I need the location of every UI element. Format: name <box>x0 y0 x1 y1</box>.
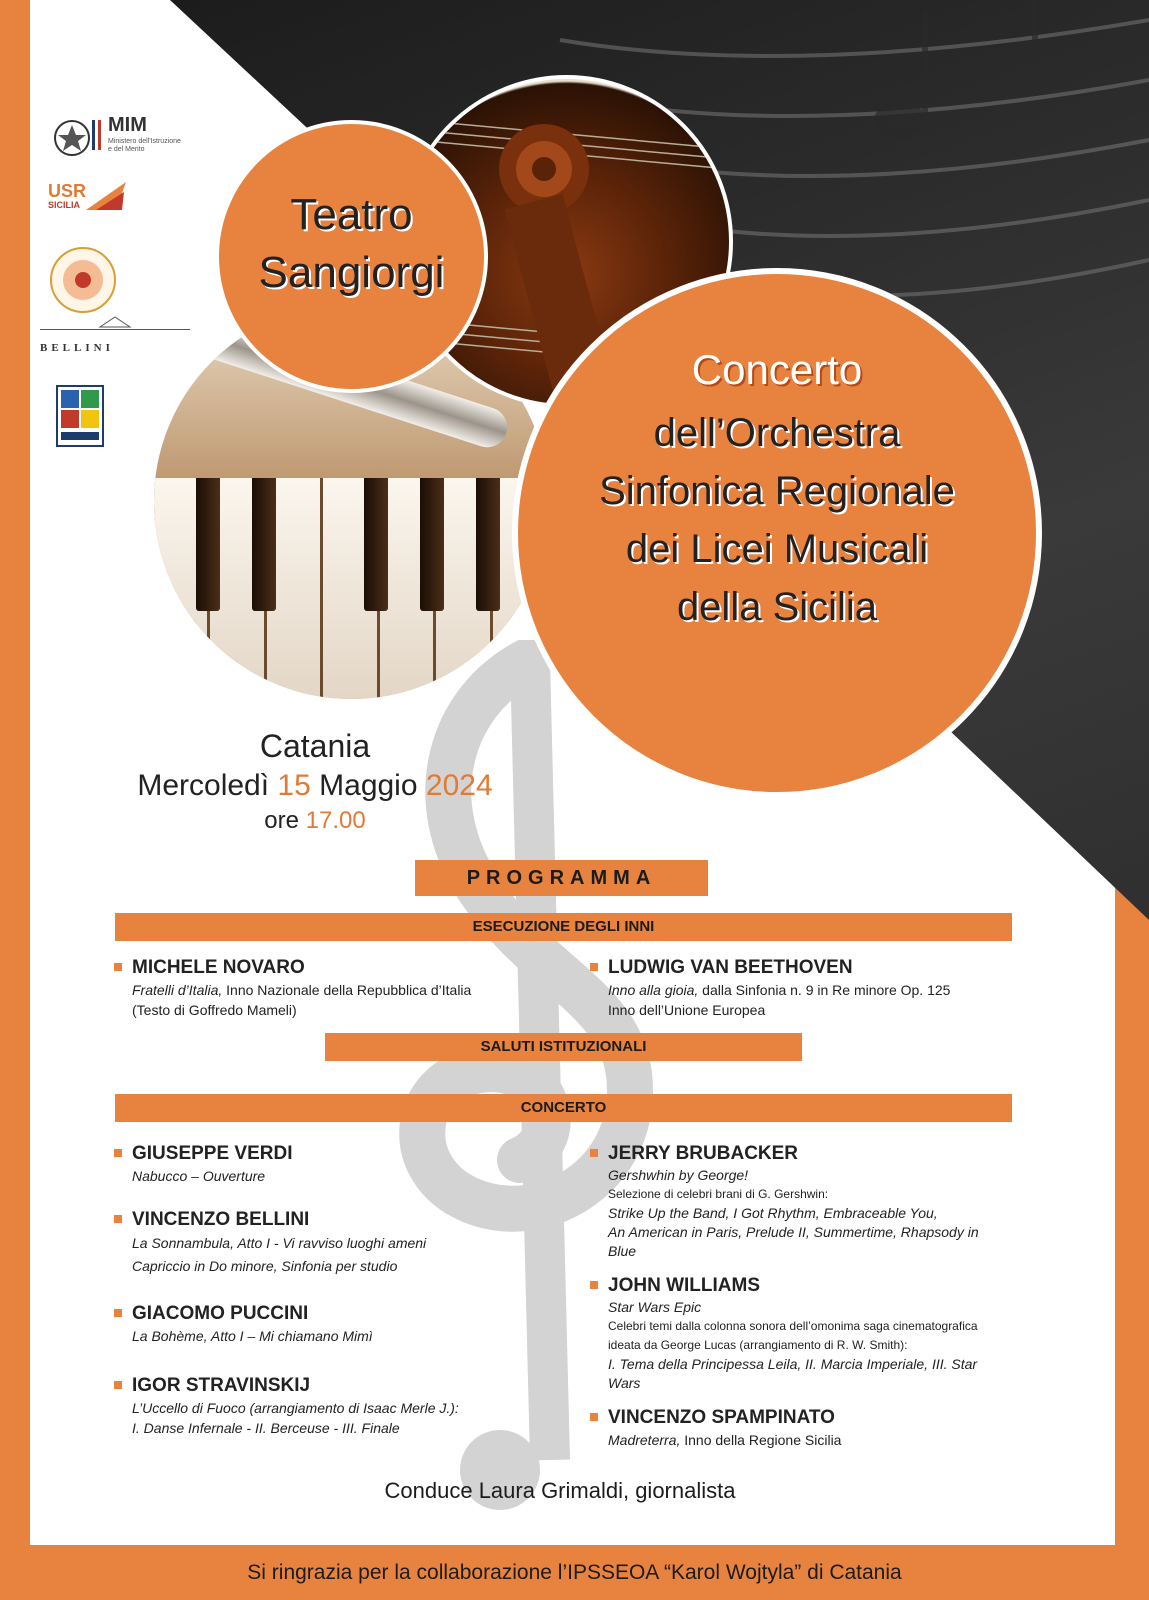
work-note: (Testo di Goffredo Mameli) <box>132 1002 297 1018</box>
composer-name: IGOR STRAVINSKIJ <box>132 1375 311 1396</box>
work-line: An American in Paris, Prelude II, Summertime, Rhapsody in <box>608 1224 979 1240</box>
work-note: Inno dell’Unione Europea <box>608 1002 766 1018</box>
event-city: Catania <box>259 728 371 764</box>
programma-heading: PROGRAMMA <box>415 860 708 896</box>
work-title: Gershwhin by George! <box>608 1167 749 1183</box>
bullet-icon <box>114 1149 122 1157</box>
teatro-line-1: Teatro <box>290 190 413 239</box>
school-crest-icon <box>56 385 104 447</box>
event-time-value: 17.00 <box>305 807 366 834</box>
program-entry <box>132 1302 552 1346</box>
composer-name: JOHN WILLIAMS <box>608 1275 760 1296</box>
sun-icon <box>86 182 126 212</box>
mim-text: MIM <box>108 114 147 136</box>
work-line: Nabucco – Ouverture <box>132 1168 266 1184</box>
work-line: Strike Up the Band, I Got Rhythm, Embraceable You, <box>608 1205 938 1221</box>
event-day: 15 <box>277 769 311 802</box>
program-entry <box>132 1374 552 1438</box>
italian-emblem-icon <box>52 118 92 158</box>
composer-name: MICHELE NOVARO <box>132 957 305 978</box>
program-entry <box>608 1406 1028 1450</box>
usr-sicilia-text: SICILIA <box>48 200 81 210</box>
work-note: Selezione di celebri brani di G. Gershwin: <box>608 1187 829 1201</box>
mim-logo <box>48 110 198 170</box>
program-entry <box>608 1274 1028 1393</box>
school-logo <box>56 385 118 447</box>
footer-thanks: Si ringrazia per la collaborazione l’IPSSEOA “Karol Wojtyla” di Catania <box>247 1561 902 1584</box>
concerto-circle <box>512 268 1042 798</box>
mim-subtitle-2: e del Merito <box>108 146 145 153</box>
work-line: I. Tema della Principessa Leila, II. Marcia Imperiale, III. Star <box>608 1356 978 1372</box>
orchestra-seal-logo <box>48 245 128 325</box>
program-entry <box>608 956 1038 1020</box>
composer-name: GIUSEPPE VERDI <box>132 1143 293 1164</box>
program-entry <box>132 1142 552 1186</box>
seal-icon <box>48 245 118 315</box>
work-line: La Sonnambula, Atto I - Vi ravviso luoghi ameni <box>132 1235 427 1251</box>
work-line: La Bohème, Atto I – Mi chiamano Mimì <box>132 1328 373 1344</box>
bullet-icon <box>590 1413 598 1421</box>
composer-name: VINCENZO SPAMPINATO <box>608 1407 835 1428</box>
event-date <box>120 769 510 803</box>
composer-name: LUDWIG VAN BEETHOVEN <box>608 957 853 978</box>
event-time <box>120 807 510 835</box>
work-line: Blue <box>608 1243 637 1259</box>
composer-name: VINCENZO BELLINI <box>132 1209 310 1230</box>
event-year: 2024 <box>425 769 493 802</box>
event-date-block <box>120 728 510 835</box>
bullet-icon <box>590 963 598 971</box>
event-month: Maggio <box>319 769 418 802</box>
program-entry <box>132 1208 552 1278</box>
usr-text: USR <box>48 181 87 201</box>
teatro-line-2: Sangiorgi <box>258 248 445 297</box>
program-entry <box>132 956 572 1020</box>
work-desc: Inno della Regione Sicilia <box>680 1432 842 1448</box>
work-line: I. Danse Infernale - II. Berceuse - III. Finale <box>132 1420 400 1436</box>
piano-keys-image <box>154 478 549 699</box>
work-line: Wars <box>608 1375 641 1391</box>
work-desc: Inno Nazionale della Repubblica d’Italia <box>222 982 472 998</box>
event-weekday: Mercoledì <box>137 769 270 802</box>
bullet-icon <box>590 1281 598 1289</box>
work-line: Capriccio in Do minore, Sinfonia per studio <box>132 1258 398 1274</box>
concerto-line-1: dell’Orchestra <box>653 411 901 455</box>
work-note: Celebri temi dalla colonna sonora dell’omonima saga cinematografica <box>608 1319 978 1333</box>
composer-name: JERRY BRUBACKER <box>608 1143 799 1164</box>
event-time-prefix: ore <box>264 807 299 834</box>
bellini-text: BELLINI <box>40 342 114 354</box>
work-title: Inno alla gioia, <box>608 982 699 998</box>
work-title: Star Wars Epic <box>608 1299 702 1315</box>
work-title: Madreterra, <box>608 1432 681 1448</box>
usr-sicilia-logo <box>48 182 128 230</box>
program-entry <box>608 1142 1028 1261</box>
concerto-heading: CONCERTO <box>115 1094 1012 1122</box>
bullet-icon <box>114 1309 122 1317</box>
work-title: Fratelli d’Italia, <box>132 982 223 998</box>
presenter-line: Conduce Laura Grimaldi, giornalista <box>384 1478 736 1503</box>
concerto-line-4: della Sicilia <box>676 585 878 629</box>
saluti-heading: SALUTI ISTITUZIONALI <box>325 1033 802 1061</box>
concerto-title: Concerto <box>691 346 863 393</box>
work-desc: dalla Sinfonia n. 9 in Re minore Op. 125 <box>698 982 951 998</box>
work-line: L’Uccello di Fuoco (arrangiamento di Isaac Merle J.): <box>132 1400 459 1416</box>
concerto-line-3: dei Licei Musicali <box>625 527 929 571</box>
concerto-line-2: Sinfonica Regionale <box>599 469 955 513</box>
bullet-icon <box>114 963 122 971</box>
inni-heading: ESECUZIONE DEGLI INNI <box>115 913 1012 941</box>
work-note: ideata da George Lucas (arrangiamento di R. W. Smith): <box>608 1338 908 1352</box>
bullet-icon <box>590 1149 598 1157</box>
bullet-icon <box>114 1381 122 1389</box>
mim-subtitle-1: Ministero dell'Istruzione <box>108 138 181 145</box>
teatro-circle <box>215 120 488 393</box>
bullet-icon <box>114 1215 122 1223</box>
composer-name: GIACOMO PUCCINI <box>132 1303 309 1324</box>
